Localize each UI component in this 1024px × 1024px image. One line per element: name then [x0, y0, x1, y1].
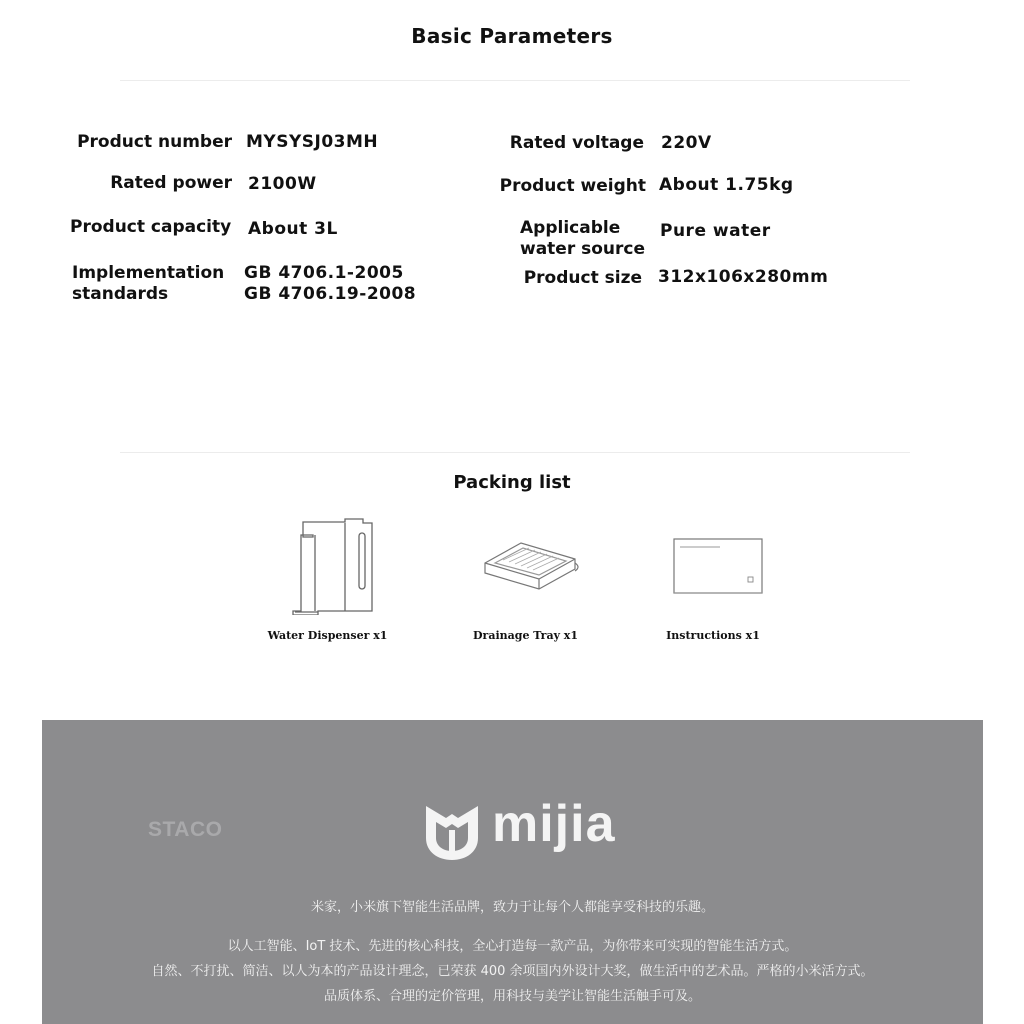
applicable-water-source-value: Pure water: [660, 221, 771, 241]
implementation-standards-label-line-1: Implementation: [72, 263, 225, 283]
footer-text-line-2: 以人工智能、IoT 技术、先进的核心科技，全心打造每一款产品，为你带来可实现的智能生活方式。: [227, 939, 798, 954]
instructions-booklet-icon: [658, 515, 768, 615]
product-number-label: Product number: [77, 132, 232, 152]
product-size-value: 312x106x280mm: [658, 267, 829, 287]
applicable-water-source-label-line-2: water source: [520, 239, 646, 259]
rated-voltage-label: Rated voltage: [509, 133, 644, 153]
applicable-water-source-label: [520, 218, 645, 260]
drainage-tray-icon: [471, 515, 581, 615]
product-number-value: MYSYSJ03MH: [246, 132, 379, 152]
mijia-footer: [42, 720, 983, 1024]
footer-text-line-1: 米家，小米旗下智能生活品牌，致力于让每个人都能享受科技的乐趣。: [310, 900, 714, 915]
implementation-standards-label-line-2: standards: [72, 284, 169, 304]
product-weight-label: Product weight: [499, 176, 646, 196]
packing-item-water-dispenser: [255, 515, 400, 642]
packing-item-instructions: [648, 515, 778, 642]
water-dispenser-icon: [273, 515, 383, 615]
mijia-brand: [420, 795, 640, 870]
standard-2: GB 4706.19-2008: [244, 284, 417, 304]
footer-text-line-4: 品质体系、合理的定价管理，用科技与美学让智能生活触手可及。: [323, 989, 701, 1004]
standard-1: GB 4706.1-2005: [244, 263, 404, 283]
product-capacity-value: About 3L: [248, 219, 338, 239]
implementation-standards-label: [72, 263, 224, 305]
top-divider: [120, 80, 910, 81]
packing-list-title: Packing list: [453, 472, 571, 493]
footer-text-line-3: 自然、不打扰、简洁、以人为本的产品设计理念，已荣获 400 余项国内外设计大奖，做生活中的艺术品。严格的小米活方式。: [151, 964, 874, 979]
implementation-standards-value: [244, 263, 416, 305]
mijia-wordmark: mijia: [492, 795, 616, 853]
rated-power-label: Rated power: [110, 173, 232, 193]
mijia-logo-icon: [420, 800, 484, 864]
water-dispenser-label: Water Dispenser x1: [267, 629, 388, 642]
rated-power-value: 2100W: [248, 174, 317, 194]
product-weight-value: About 1.75kg: [659, 175, 794, 195]
basic-parameters-title: Basic Parameters: [411, 24, 613, 48]
product-size-label: Product size: [523, 268, 642, 288]
middle-divider: [120, 452, 910, 453]
staco-watermark: STACO: [148, 818, 223, 841]
rated-voltage-value: 220V: [661, 133, 712, 153]
applicable-water-source-label-line-1: Applicable: [520, 218, 621, 238]
drainage-tray-label: Drainage Tray x1: [472, 629, 579, 642]
product-capacity-label: Product capacity: [70, 217, 232, 237]
packing-item-drainage-tray: [458, 515, 593, 642]
instructions-label: Instructions x1: [666, 629, 760, 642]
